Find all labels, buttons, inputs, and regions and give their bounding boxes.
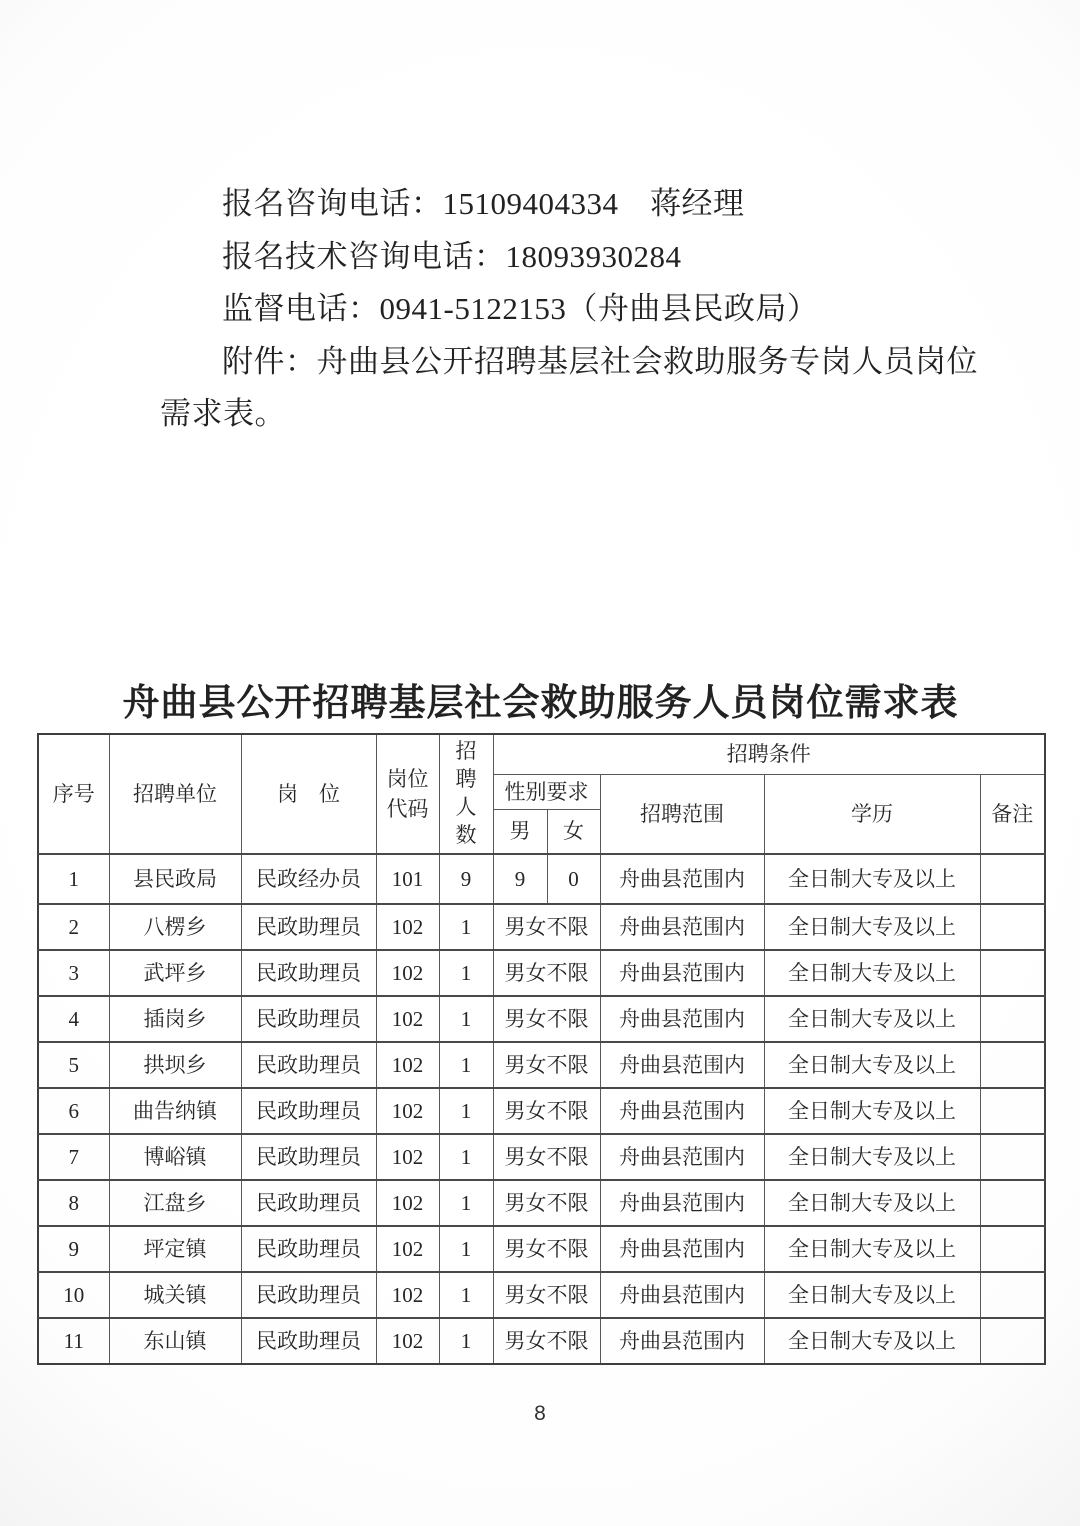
cell-note (980, 1088, 1045, 1134)
table-row (38, 1272, 1045, 1318)
table-row (38, 1134, 1045, 1180)
cell-scope: 舟曲县范围内 (600, 996, 764, 1042)
cell-seq: 7 (38, 1134, 109, 1180)
contact-line: 附件：舟曲县公开招聘基层社会救助服务专岗人员岗位 (222, 343, 978, 379)
cell-scope: 舟曲县范围内 (600, 1134, 764, 1180)
cell-gender: 男女不限 (493, 950, 600, 996)
cell-degree: 全日制大专及以上 (764, 1042, 980, 1088)
cell-count: 1 (439, 1134, 493, 1180)
table-row (38, 1088, 1045, 1134)
cell-degree: 全日制大专及以上 (764, 1318, 980, 1364)
cell-code: 102 (376, 950, 439, 996)
cell-unit: 江盘乡 (109, 1180, 241, 1226)
cell-unit: 曲告纳镇 (109, 1088, 241, 1134)
cell-unit: 东山镇 (109, 1318, 241, 1364)
cell-gender: 男女不限 (493, 1180, 600, 1226)
cell-count: 1 (439, 996, 493, 1042)
header-conditions: 招聘条件 (493, 734, 1045, 774)
table-row (38, 904, 1045, 950)
cell-degree: 全日制大专及以上 (764, 1134, 980, 1180)
cell-degree: 全日制大专及以上 (764, 996, 980, 1042)
cell-count: 1 (439, 1226, 493, 1272)
header-post: 岗 位 (241, 734, 376, 854)
cell-note (980, 950, 1045, 996)
table-row (38, 1042, 1045, 1088)
cell-post: 民政助理员 (241, 1180, 376, 1226)
cell-gender: 男女不限 (493, 1042, 600, 1088)
header-gender-req: 性别要求 (493, 774, 600, 809)
cell-post: 民政助理员 (241, 950, 376, 996)
header-code-text: 岗位代码 (386, 766, 429, 822)
cell-seq: 6 (38, 1088, 109, 1134)
cell-post: 民政助理员 (241, 904, 376, 950)
cell-note (980, 1042, 1045, 1088)
header-degree: 学历 (764, 774, 980, 854)
cell-unit: 坪定镇 (109, 1226, 241, 1272)
cell-seq: 5 (38, 1042, 109, 1088)
cell-gender: 男女不限 (493, 1272, 600, 1318)
cell-degree: 全日制大专及以上 (764, 1088, 980, 1134)
cell-gender: 男女不限 (493, 996, 600, 1042)
cell-unit: 八楞乡 (109, 904, 241, 950)
header-male: 男 (493, 809, 547, 854)
cell-degree: 全日制大专及以上 (764, 1272, 980, 1318)
cell-unit: 拱坝乡 (109, 1042, 241, 1088)
cell-note (980, 904, 1045, 950)
cell-scope: 舟曲县范围内 (600, 1042, 764, 1088)
header-code (376, 734, 439, 854)
table-row (38, 950, 1045, 996)
table-body (38, 854, 1045, 1364)
cell-seq: 2 (38, 904, 109, 950)
cell-seq: 10 (38, 1272, 109, 1318)
cell-note (980, 1226, 1045, 1272)
cell-degree: 全日制大专及以上 (764, 1180, 980, 1226)
header-female: 女 (547, 809, 600, 854)
header-count (439, 734, 493, 854)
cell-female: 0 (547, 854, 600, 904)
cell-count: 1 (439, 1042, 493, 1088)
cell-male: 9 (493, 854, 547, 904)
cell-post: 民政助理员 (241, 1272, 376, 1318)
cell-scope: 舟曲县范围内 (600, 1180, 764, 1226)
cell-code: 102 (376, 904, 439, 950)
table-row (38, 1180, 1045, 1226)
cell-note (980, 1272, 1045, 1318)
cell-gender: 男女不限 (493, 1134, 600, 1180)
cell-code: 102 (376, 1318, 439, 1364)
header-note: 备注 (980, 774, 1045, 854)
contact-line-continuation: 需求表。 (160, 396, 286, 431)
cell-unit: 插岗乡 (109, 996, 241, 1042)
cell-seq: 11 (38, 1318, 109, 1364)
table-header (38, 734, 1045, 854)
cell-unit: 博峪镇 (109, 1134, 241, 1180)
cell-note (980, 1134, 1045, 1180)
cell-post: 民政助理员 (241, 1042, 376, 1088)
cell-unit: 县民政局 (109, 854, 241, 904)
cell-seq: 8 (38, 1180, 109, 1226)
contact-block (160, 178, 978, 441)
cell-code: 101 (376, 854, 439, 904)
cell-scope: 舟曲县范围内 (600, 950, 764, 996)
cell-note (980, 996, 1045, 1042)
contact-line: 报名技术咨询电话：18093930284 (222, 238, 682, 274)
cell-post: 民政助理员 (241, 1226, 376, 1272)
header-unit: 招聘单位 (109, 734, 241, 854)
cell-gender: 男女不限 (493, 1088, 600, 1134)
cell-post: 民政助理员 (241, 1134, 376, 1180)
header-row-1 (38, 734, 1045, 774)
table-row (38, 1226, 1045, 1272)
table-row (38, 996, 1045, 1042)
cell-seq: 3 (38, 950, 109, 996)
cell-degree: 全日制大专及以上 (764, 854, 980, 904)
header-seq: 序号 (38, 734, 109, 854)
cell-code: 102 (376, 1134, 439, 1180)
cell-count: 1 (439, 904, 493, 950)
contact-line: 监督电话：0941-5122153（舟曲县民政局） (222, 291, 819, 326)
header-count-text: 招聘人数 (455, 739, 477, 847)
cell-note (980, 1180, 1045, 1226)
cell-gender: 男女不限 (493, 904, 600, 950)
cell-note (980, 1318, 1045, 1364)
cell-degree: 全日制大专及以上 (764, 950, 980, 996)
cell-unit: 武坪乡 (109, 950, 241, 996)
cell-seq: 1 (38, 854, 109, 904)
cell-code: 102 (376, 1226, 439, 1272)
cell-count: 1 (439, 1318, 493, 1364)
cell-scope: 舟曲县范围内 (600, 1088, 764, 1134)
cell-gender: 男女不限 (493, 1226, 600, 1272)
cell-post: 民政助理员 (241, 996, 376, 1042)
cell-degree: 全日制大专及以上 (764, 1226, 980, 1272)
cell-code: 102 (376, 1180, 439, 1226)
cell-code: 102 (376, 996, 439, 1042)
cell-scope: 舟曲县范围内 (600, 904, 764, 950)
cell-scope: 舟曲县范围内 (600, 1226, 764, 1272)
cell-scope: 舟曲县范围内 (600, 854, 764, 904)
table-row (38, 1318, 1045, 1364)
cell-scope: 舟曲县范围内 (600, 1272, 764, 1318)
cell-seq: 4 (38, 996, 109, 1042)
page-number: 8 (534, 1402, 546, 1425)
table-title: 舟曲县公开招聘基层社会救助服务人员岗位需求表 (122, 683, 959, 724)
header-scope: 招聘范围 (600, 774, 764, 854)
cell-post: 民政助理员 (241, 1318, 376, 1364)
cell-count: 9 (439, 854, 493, 904)
recruitment-table (37, 733, 1046, 1365)
cell-count: 1 (439, 1272, 493, 1318)
contact-line: 报名咨询电话：15109404334 蒋经理 (222, 186, 745, 221)
cell-seq: 9 (38, 1226, 109, 1272)
cell-count: 1 (439, 1088, 493, 1134)
cell-scope: 舟曲县范围内 (600, 1318, 764, 1364)
table-row (38, 854, 1045, 904)
cell-post: 民政经办员 (241, 854, 376, 904)
cell-degree: 全日制大专及以上 (764, 904, 980, 950)
cell-count: 1 (439, 950, 493, 996)
cell-code: 102 (376, 1042, 439, 1088)
cell-gender: 男女不限 (493, 1318, 600, 1364)
cell-post: 民政助理员 (241, 1088, 376, 1134)
cell-count: 1 (439, 1180, 493, 1226)
cell-code: 102 (376, 1088, 439, 1134)
cell-note (980, 854, 1045, 904)
cell-code: 102 (376, 1272, 439, 1318)
cell-unit: 城关镇 (109, 1272, 241, 1318)
